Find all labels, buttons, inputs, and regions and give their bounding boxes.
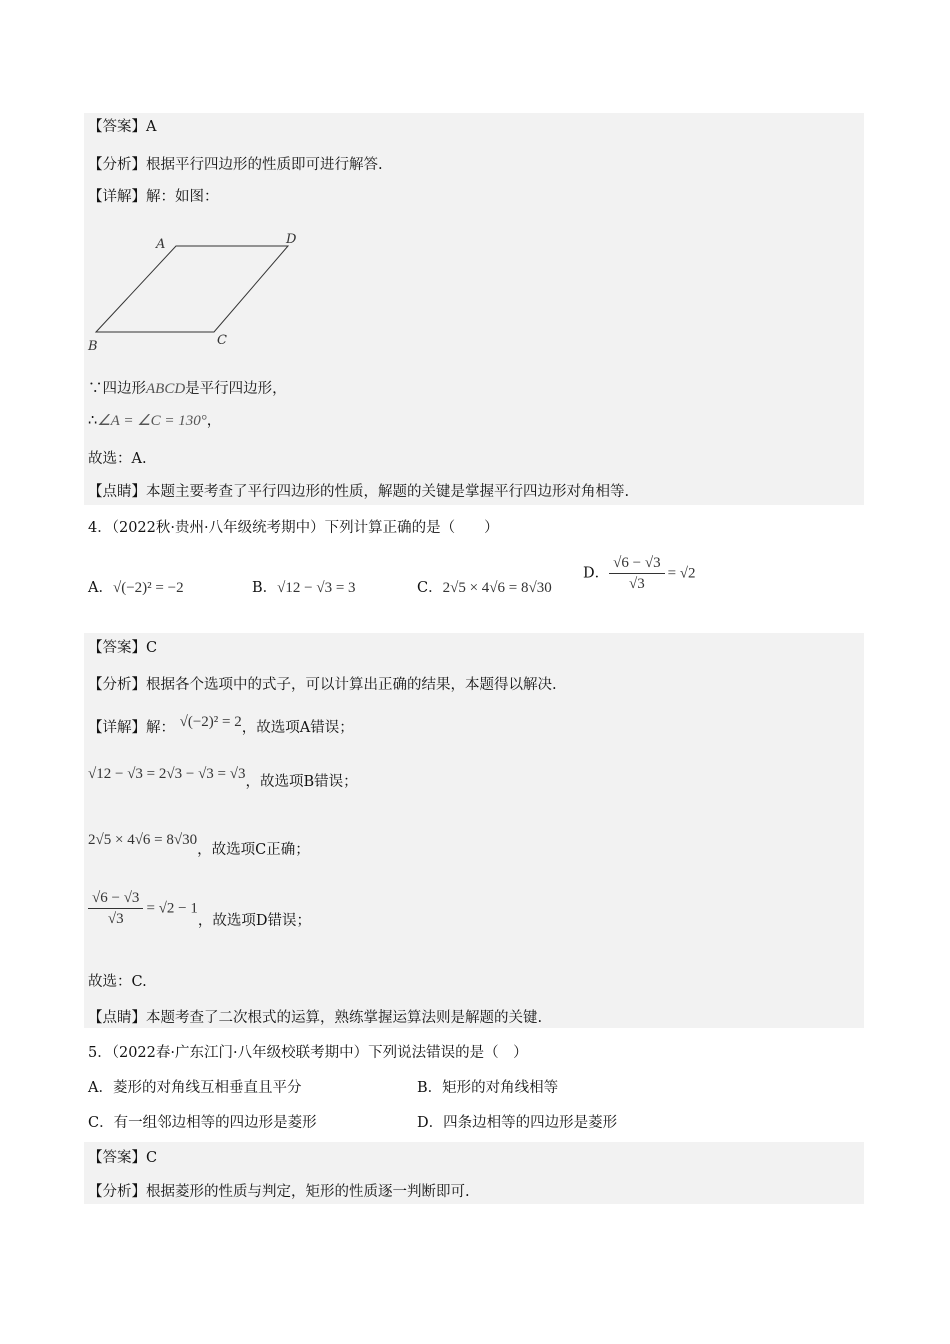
answer-4: 【答案】C <box>88 640 158 656</box>
step-text: ，故选项C正确； <box>197 842 310 858</box>
step-math: 2√5 × 4√6 = 8√30 <box>88 832 198 848</box>
therefore-line <box>88 411 221 431</box>
parallelogram-figure <box>84 228 314 356</box>
option-math: = √2 <box>667 565 696 582</box>
q4-option-d <box>583 553 696 594</box>
option-math: √(−2)² = −2 <box>112 580 184 596</box>
label-c: C <box>217 333 227 348</box>
answer-3: 【答案】A <box>88 119 157 135</box>
q5-option-c: C．有一组邻边相等的四边形是菱形 <box>88 1115 317 1131</box>
q4-option-b <box>252 578 356 598</box>
label-b: B <box>88 339 98 354</box>
detail-3: 【详解】解：如图： <box>88 189 219 205</box>
q5-option-b: B．矩形的对角线相等 <box>417 1080 559 1096</box>
option-label: A． <box>88 580 113 596</box>
analysis-5: 【分析】根据菱形的性质与判定，矩形的性质逐一判断即可. <box>88 1184 470 1200</box>
question-5-stem: 5．（2022春·广东江门·八年级校联考期中）下列说法错误的是（ ） <box>88 1045 528 1061</box>
therefore-math: ∠A = ∠C = 130° <box>97 413 207 429</box>
option-label: C． <box>417 580 443 596</box>
denominator: √3 <box>107 911 124 927</box>
step-1 <box>88 714 354 738</box>
comment-3: 【点睛】本题主要考查了平行四边形的性质，解题的关键是掌握平行四边形对角相等. <box>88 484 630 500</box>
question-4-stem: 4．（2022秋·贵州·八年级统考期中）下列计算正确的是（ ） <box>88 520 499 536</box>
step-3 <box>88 832 310 860</box>
step-2 <box>88 766 358 792</box>
step-math: = √2 − 1 <box>146 900 198 917</box>
answer-5: 【答案】C <box>88 1150 158 1166</box>
step-math: √12 − √3 = 2√3 − √3 = √3 <box>88 766 246 782</box>
analysis-3: 【分析】根据平行四边形的性质即可进行解答. <box>88 157 383 173</box>
therefore-suffix: ， <box>206 413 222 429</box>
step-4 <box>88 888 311 929</box>
step-text: ，故选项D错误； <box>197 912 311 929</box>
comment-4: 【点睛】本题考查了二次根式的运算，熟练掌握运算法则是解题的关键. <box>88 1010 543 1026</box>
q4-option-a <box>88 578 184 598</box>
q5-option-a: A．菱形的对角线互相垂直且平分 <box>88 1080 302 1096</box>
q5-option-d: D．四条边相等的四边形是菱形 <box>417 1115 618 1131</box>
q4-option-c <box>417 578 552 598</box>
analysis-4: 【分析】根据各个选项中的式子，可以计算出正确的结果，本题得以解决. <box>88 677 557 693</box>
option-label: D． <box>583 565 610 582</box>
step-text: ，故选项B错误； <box>245 774 358 790</box>
therefore-prefix: ∴ <box>88 413 98 429</box>
label-d: D <box>286 232 297 247</box>
detail-prefix: 【详解】解： <box>88 720 175 736</box>
step-fraction <box>88 888 143 929</box>
denominator: √3 <box>628 576 645 592</box>
because-prefix: ∵四边形 <box>88 381 146 397</box>
because-line <box>88 379 287 399</box>
option-math: √12 − √3 = 3 <box>277 580 356 596</box>
step-math: √(−2)² = 2 <box>179 714 242 730</box>
numerator: √6 − √3 <box>88 888 143 909</box>
because-suffix: 是平行四边形， <box>185 381 287 397</box>
option-math: 2√5 × 4√6 = 8√30 <box>442 580 552 596</box>
label-a: A <box>156 237 166 252</box>
choice-4: 故选：C. <box>88 974 147 990</box>
option-fraction <box>609 553 664 594</box>
because-math: ABCD <box>146 381 186 397</box>
numerator: √6 − √3 <box>609 553 664 574</box>
choice-3: 故选：A. <box>88 451 147 467</box>
option-label: B． <box>252 580 278 596</box>
step-text: ，故选项A错误； <box>241 720 354 736</box>
